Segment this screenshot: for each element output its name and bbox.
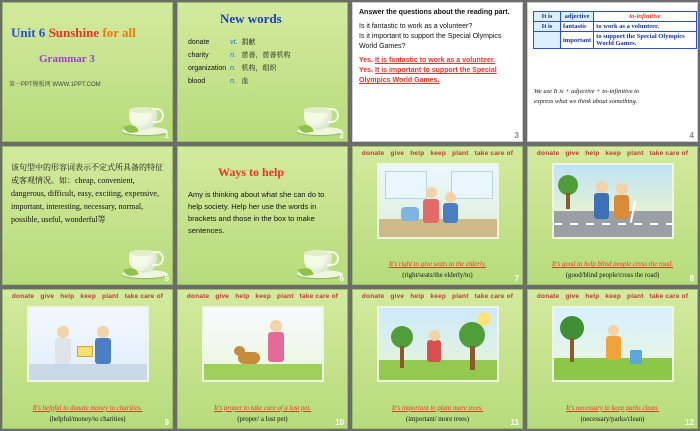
word-take-care-of: take care of — [124, 293, 164, 301]
word-box — [353, 293, 522, 300]
slide-number: 3 — [514, 130, 519, 140]
slide-2-heading: New words — [220, 11, 282, 26]
slide-11-hint: (important/ more trees) — [405, 415, 470, 423]
word-donate: donate — [361, 293, 385, 301]
answer-2 — [359, 66, 516, 86]
word-donate: donate — [536, 149, 560, 157]
slide-1-subtitle: Grammar 3 — [39, 53, 95, 65]
slide-6-heading: Ways to help — [218, 164, 285, 179]
slide-cell-9[interactable] — [0, 287, 175, 431]
slide-11-caption: It's important to plant more trees. — [391, 404, 484, 412]
slide-cell-3[interactable] — [350, 0, 525, 144]
word-give: give — [40, 293, 55, 301]
word-keep: keep — [430, 149, 447, 157]
coffee-cup-icon — [122, 244, 168, 278]
word-en: donate — [188, 39, 210, 46]
table-row — [188, 76, 293, 87]
word-help: help — [410, 293, 425, 301]
slide-cell-6[interactable] — [175, 144, 350, 288]
slide-number: 8 — [689, 274, 694, 284]
slide-7-caption: It's right to give seats to the elderly. — [388, 261, 487, 269]
word-give: give — [565, 149, 580, 157]
slide-1-title — [11, 25, 136, 41]
slide-number: 6 — [339, 274, 344, 284]
answer-1-prefix: Yes. — [359, 57, 375, 64]
slide-cell-5[interactable] — [0, 144, 175, 288]
word-pos: vt. — [230, 39, 238, 46]
slide-12-caption: It's necessary to keep parks clean. — [566, 404, 659, 412]
word-plant: plant — [452, 293, 469, 301]
slide-6[interactable] — [177, 146, 348, 286]
word-take-care-of: take care of — [299, 293, 339, 301]
word-help: help — [585, 293, 600, 301]
slide-8-hint: (good/blind people/cross the road) — [565, 272, 660, 280]
slide-number: 2 — [339, 130, 344, 140]
slide-number: 5 — [164, 274, 169, 284]
answer-1 — [359, 56, 516, 66]
slide-7[interactable] — [352, 146, 523, 286]
slide-1-footer: 第一PPT模板网 WWW.1PPT.COM — [9, 82, 101, 88]
word-en: organization — [188, 65, 227, 72]
slide-10[interactable] — [177, 289, 348, 429]
scene-clean-park — [552, 306, 674, 382]
table-row — [534, 32, 697, 49]
slide-number: 10 — [335, 417, 344, 427]
slide-cell-1[interactable] — [0, 0, 175, 144]
slide-9-caption: It's helpful to donate money to charities. — [32, 404, 143, 412]
word-pos: n. — [230, 52, 236, 59]
word-box — [528, 293, 697, 300]
word-box — [528, 150, 697, 157]
slide-8-caption: It's good to help blind people cross the road. — [551, 261, 674, 269]
word-plant: plant — [452, 149, 469, 157]
word-take-care-of: take care of — [474, 149, 514, 157]
slide-number: 7 — [514, 274, 519, 284]
slide-cell-10[interactable] — [175, 287, 350, 431]
word-plant: plant — [277, 293, 294, 301]
title-part-unit: Unit 6 — [11, 25, 49, 40]
title-part-forall: for all — [99, 25, 136, 40]
slide-cell-4[interactable] — [525, 0, 700, 144]
word-take-care-of: take care of — [474, 293, 514, 301]
coffee-cup-icon — [297, 244, 343, 278]
word-plant: plant — [102, 293, 119, 301]
word-plant: plant — [627, 149, 644, 157]
word-give: give — [215, 293, 230, 301]
word-keep: keep — [430, 293, 447, 301]
grammar-note-line-2: express what we think about something. — [534, 98, 638, 105]
slide-number: 9 — [164, 417, 169, 427]
slide-5[interactable] — [2, 146, 173, 286]
word-give: give — [390, 293, 405, 301]
slide-3-content — [353, 3, 522, 91]
slide-cell-12[interactable] — [525, 287, 700, 431]
slide-8[interactable] — [527, 146, 698, 286]
word-box — [3, 293, 172, 300]
word-cn: 机构，组织 — [241, 65, 277, 72]
slide-4[interactable] — [527, 2, 698, 142]
slide-cell-7[interactable] — [350, 144, 525, 288]
slide-1[interactable] — [2, 2, 173, 142]
slide-3[interactable] — [352, 2, 523, 142]
slide-number: 4 — [689, 130, 694, 140]
word-donate: donate — [11, 293, 35, 301]
slide-number: 11 — [510, 417, 519, 427]
instruction-text: Answer the questions about the reading part. — [359, 9, 510, 16]
word-keep: keep — [80, 293, 97, 301]
cell-to-infinitive: to-infinitive — [594, 12, 697, 22]
title-part-sunshine: Sunshine — [48, 25, 100, 40]
answer-2-text: It is important to support the Special Olympics World Games. — [359, 67, 497, 84]
slide-10-hint: (proper/ a lost pet) — [237, 415, 288, 423]
word-donate: donate — [361, 149, 385, 157]
scene-lost-pet — [202, 306, 324, 382]
grammar-note-line-1: We use It is + adjective + to-infinitive to — [534, 88, 640, 95]
grammar-table — [533, 11, 697, 49]
word-help: help — [235, 293, 250, 301]
answer-1-text: It is fantastic to work as a volunteer. — [374, 57, 496, 64]
word-take-care-of: take care of — [649, 293, 689, 301]
word-box — [178, 293, 347, 300]
scene-blind-crossing — [552, 163, 674, 239]
slide-11[interactable] — [352, 289, 523, 429]
word-en: blood — [188, 78, 206, 85]
coffee-cup-icon — [122, 101, 168, 135]
word-box — [353, 150, 522, 157]
word-cn: 慈善，慈善机构 — [241, 52, 291, 59]
question-2: Is it important to support the Special Olympics World Games? — [359, 33, 502, 50]
word-help: help — [585, 149, 600, 157]
word-pos: n. — [230, 78, 236, 85]
slide-9[interactable] — [2, 289, 173, 429]
word-help: help — [410, 149, 425, 157]
scene-plant-trees — [377, 306, 499, 382]
grammar-note — [534, 87, 639, 107]
coffee-cup-icon — [297, 101, 343, 135]
new-words-table — [186, 35, 295, 89]
scene-donate-money — [27, 306, 149, 382]
word-keep: keep — [255, 293, 272, 301]
cell-fantastic: fantastic — [561, 22, 594, 32]
slide-7-hint: (right/seats/the elderly/to) — [402, 272, 473, 280]
slide-10-caption: It's proper to take care of a lost pet. — [213, 404, 312, 412]
word-cn: 血 — [241, 78, 249, 85]
cell-blank — [534, 32, 561, 49]
cell-support-games: to support the Special Olympics World Games. — [594, 32, 697, 49]
word-pos: n. — [230, 65, 236, 72]
word-keep: keep — [605, 149, 622, 157]
cell-adjective: adjective — [561, 12, 594, 22]
table-row — [534, 12, 697, 22]
table-row — [188, 50, 293, 61]
slide-cell-11[interactable] — [350, 287, 525, 431]
word-donate: donate — [536, 293, 560, 301]
cell-it-is: It is — [534, 12, 561, 22]
table-row — [188, 63, 293, 74]
slide-9-hint: (helpful/money/to charities) — [49, 415, 126, 423]
cell-important: important — [561, 32, 594, 49]
cell-it-is: It is — [534, 22, 561, 32]
word-donate: donate — [186, 293, 210, 301]
cell-work-volunteer: to work as a volunteer. — [594, 22, 697, 32]
question-1: Is it fantastic to work as a volunteer? — [359, 23, 473, 30]
slide-6-body: Amy is thinking about what she can do to help society. Help her use the words in brackets and those in the box to make sentences. — [188, 189, 325, 235]
answer-2-prefix: Yes. — [359, 67, 375, 74]
word-give: give — [565, 293, 580, 301]
word-cn: 捐献 — [241, 39, 256, 46]
slide-cell-2[interactable] — [175, 0, 350, 144]
slide-number: 12 — [685, 417, 694, 427]
word-help: help — [60, 293, 75, 301]
scene-bus-elderly — [377, 163, 499, 239]
table-row — [188, 37, 293, 48]
slide-5-body: 该句型中的形容词表示不定式所具备的特征或客观情况。如：cheap, convenient, dangerous, difficult, easy, exciting, expensive, important, interesting, necessary, normal, possible, useful, wonderful等 — [11, 162, 163, 224]
slide-12[interactable] — [527, 289, 698, 429]
word-give: give — [390, 149, 405, 157]
word-en: charity — [188, 52, 209, 59]
word-plant: plant — [627, 293, 644, 301]
word-keep: keep — [605, 293, 622, 301]
slide-12-hint: (necessary/parks/clean) — [580, 415, 645, 423]
slide-cell-8[interactable] — [525, 144, 700, 288]
word-take-care-of: take care of — [649, 149, 689, 157]
table-row — [534, 22, 697, 32]
slide-number: 1 — [164, 130, 169, 140]
slide-2[interactable] — [177, 2, 348, 142]
